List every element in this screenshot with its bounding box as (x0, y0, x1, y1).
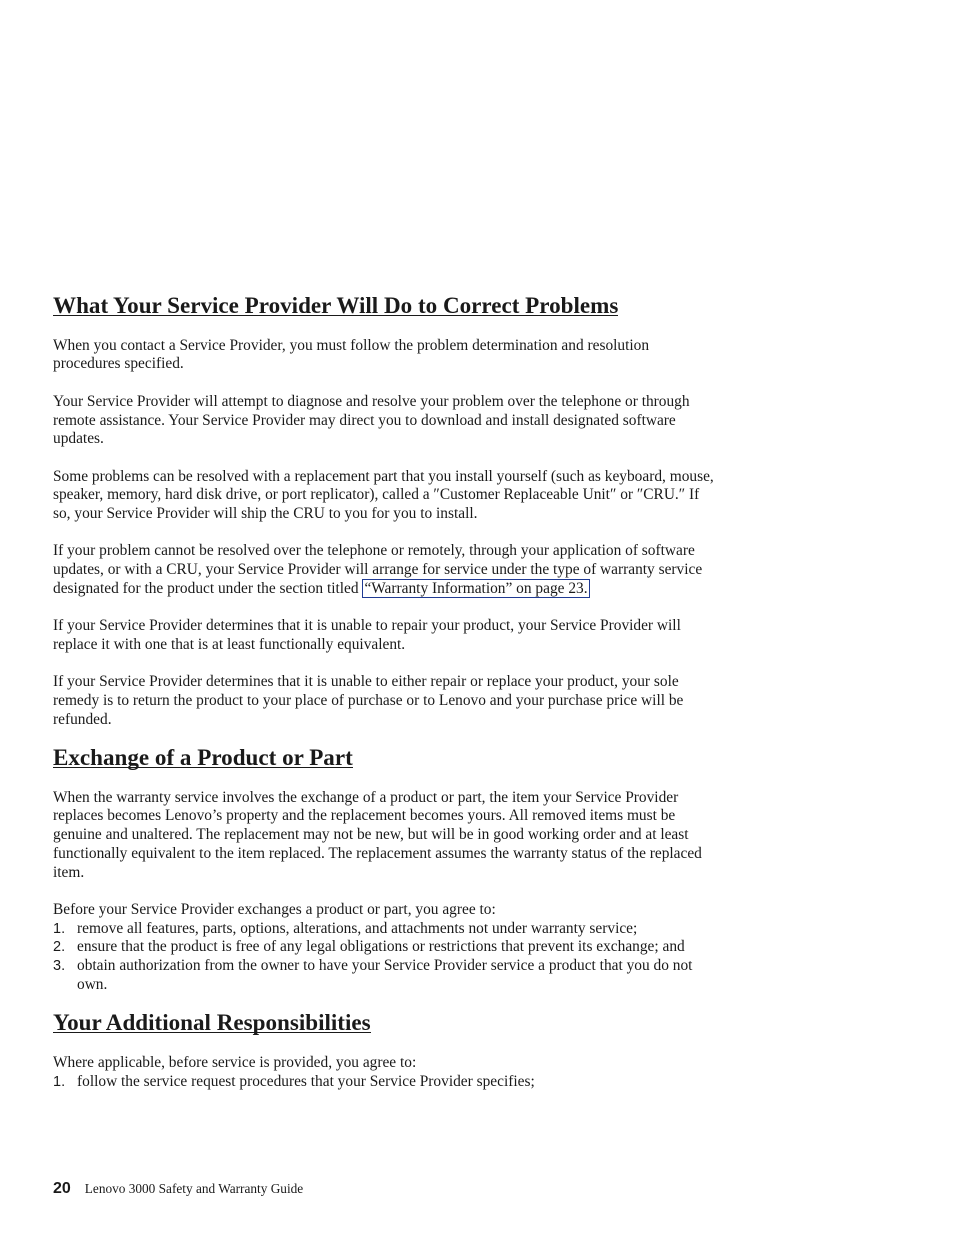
list-item-text: follow the service request procedures that your Service Provider specifies; (77, 1072, 535, 1090)
list-item (53, 957, 715, 994)
exchange-agreement-list (53, 920, 715, 995)
list-item-number: 2. (53, 939, 66, 956)
warranty-information-link[interactable]: “Warranty Information” on page 23. (364, 579, 588, 597)
section-heading-correct-problems: What Your Service Provider Will Do to Correct Problems (53, 292, 619, 318)
list-item-number: 1. (53, 920, 66, 937)
paragraph-text: If your problem cannot be resolved over the telephone or remotely, through your application of software updates, or with a CRU, your Service Provider will arrange for service under the type of warranty service designated for the product under the section titled (53, 542, 703, 597)
page-content (53, 292, 715, 1110)
page-number: 20 (53, 1180, 71, 1197)
list-item (53, 1073, 715, 1092)
list-intro: Where applicable, before service is provided, you agree to: (53, 1053, 417, 1071)
responsibilities-list (53, 1073, 715, 1092)
list-intro: Before your Service Provider exchanges a product or part, you agree to: (53, 900, 496, 918)
list-item (53, 938, 715, 957)
paragraph: Your Service Provider will attempt to diagnose and resolve your problem over the telephone or through remote assistance. Your Service Provider may direct you to download and install designated software updates. (53, 392, 690, 448)
section-heading-exchange: Exchange of a Product or Part (53, 744, 353, 771)
paragraph: If your Service Provider determines that it is unable to repair your product, your Service Provider will replace it with one that is at least functionally equivalent. (53, 617, 681, 653)
paragraph: When you contact a Service Provider, you must follow the problem determination and resolution procedures specified. (53, 336, 650, 373)
paragraph: If your Service Provider determines that it is unable to either repair or replace your product, your sole remedy is to return the product to your place of purchase or to Lenovo and your purchase price will be refunded. (53, 673, 684, 728)
list-item-number: 1. (53, 1073, 66, 1090)
paragraph: When the warranty service involves the exchange of a product or part, the item your Service Provider replaces becomes Lenovo’s property and the replacement becomes yours. All removed items must be genuine and unaltered. The replacement may not be new, but will be in good working order and at least functionally equivalent to the item replaced. The replacement assumes the warranty status of the replaced item. (53, 788, 702, 881)
document-title: Lenovo 3000 Safety and Warranty Guide (84, 1181, 304, 1196)
list-item-text: ensure that the product is free of any legal obligations or restrictions that prevent its exchange; and (77, 938, 685, 956)
list-item (53, 920, 715, 939)
list-item-text: obtain authorization from the owner to have your Service Provider service a product that you do not own. (77, 957, 693, 993)
list-item-text: remove all features, parts, options, alterations, and attachments not under warranty service; (77, 919, 638, 937)
paragraph: Some problems can be resolved with a replacement part that you install yourself (such as keyboard, mouse, speaker, memory, hard disk drive, or port replicator), called a ″Customer Replaceable Unit″ or ″CRU.″ If so, your Service Provider will ship the CRU to you for you to install. (53, 467, 714, 522)
paragraph-with-link (53, 542, 715, 598)
list-item-number: 3. (53, 958, 66, 975)
section-heading-responsibilities: Your Additional Responsibilities (53, 1009, 371, 1036)
page-footer (53, 1179, 753, 1199)
